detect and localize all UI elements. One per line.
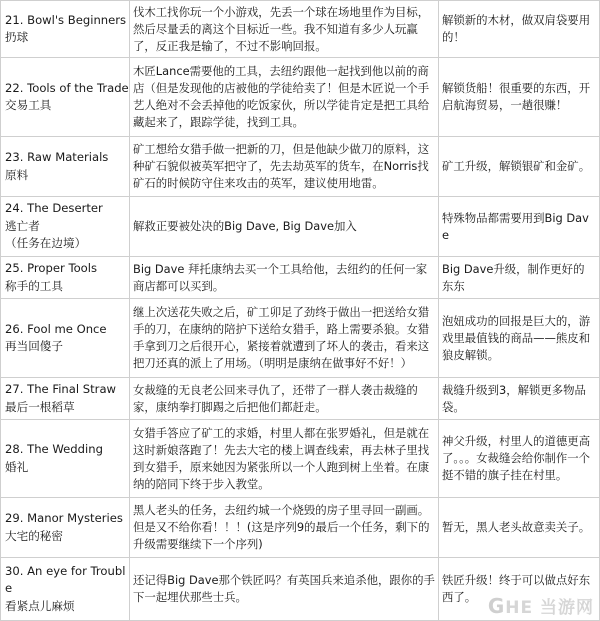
task-title: 21. Bowl's Beginners <box>5 12 127 27</box>
task-subtitle: 交易工具 <box>5 98 52 112</box>
task-description: 还记得Big Dave那个铁匠吗？有英国兵来追杀他，跟你的手下一起埋伏那些士兵。 <box>130 558 439 621</box>
task-description: 伐木工找你玩一个小游戏，先丢一个球在场地里作为目标，然后尽量丢的离这个目标近一些。我不知道有多少人玩赢了，反正我是输了，不过不影响回报。 <box>130 1 439 58</box>
task-subtitle: 大宅的秘密 <box>5 528 63 543</box>
task-reward: 神父升级，村里人的道德更高了。。。女裁缝会给你制作一个挺不错的旗子挂在村里。 <box>439 420 600 498</box>
watermark-site-name: 当游网 <box>540 598 594 618</box>
task-subtitle: 扔球 <box>5 30 29 44</box>
table-row <box>1 420 600 498</box>
task-title: 25. Proper Tools <box>5 261 98 275</box>
table-row <box>1 1 600 58</box>
watermark-logo-icon: G <box>487 594 506 618</box>
task-title: 23. Raw Materials <box>5 150 109 164</box>
task-name-cell <box>1 420 130 498</box>
task-name-cell <box>1 58 130 137</box>
task-reward: 解锁新的木材，做双肩袋要用的！ <box>439 1 600 58</box>
task-title: 26. Fool me Once <box>5 321 107 336</box>
task-name-cell <box>1 498 130 558</box>
task-subtitle: 原料 <box>5 167 29 182</box>
table-row <box>1 197 600 257</box>
task-description: 矿工想给女猎手做一把新的刀，但是他缺少做刀的原料，这种矿石貌似被英军把守了，先去劫英军的货车，在Norris找矿石的时候防守住来攻击的英军，建议使用地雷。 <box>130 137 439 197</box>
task-reward: 暂无，黑人老头故意卖关子。 <box>439 498 600 558</box>
task-subtitle: 逃亡者 <box>5 218 40 233</box>
task-name-cell <box>1 197 130 257</box>
table-row <box>1 498 600 558</box>
task-title: 29. Manor Mysteries <box>5 511 123 525</box>
task-reward: 铁匠升级！终于可以做点好东西了。 <box>439 558 600 621</box>
task-reward: 裁缝升级到3，解锁更多物品袋。 <box>439 378 600 420</box>
task-subtitle: 再当回傻子 <box>5 339 63 353</box>
task-description: 女猎手答应了矿工的求婚，村里人都在张罗婚礼，但是就在这时新娘落跑了！先去大宅的楼上调查线索，再去林子里找到女猎手，原来她因为紧张所以一个人跑到树上坐着。在康纳的陪同下终于步入教堂。 <box>130 420 439 498</box>
table-row <box>1 378 600 420</box>
task-reward: Big Dave升级，制作更好的东东 <box>439 257 600 299</box>
task-title: 22. Tools of the Trade <box>5 80 129 95</box>
task-name-cell <box>1 1 130 58</box>
table-row <box>1 137 600 197</box>
watermark-brand: HE <box>505 598 534 618</box>
task-reward: 特殊物品都需要用到Big Dave <box>439 197 600 257</box>
task-subtitle: 婚礼 <box>5 459 29 474</box>
task-reward: 解锁货船！很重要的东西，开启航海贸易，一趟很赚！ <box>439 58 600 137</box>
task-reward: 矿工升级，解锁银矿和金矿。 <box>439 137 600 197</box>
task-reward: 泡妞成功的回报是巨大的，游戏里最值钱的商品——熊皮和狼皮解锁。 <box>439 299 600 378</box>
table-row <box>1 58 600 137</box>
task-name-cell <box>1 378 130 420</box>
task-description: 解救正要被处决的Big Dave, Big Dave加入 <box>130 197 439 257</box>
task-name-cell <box>1 558 130 621</box>
task-location-note: （任务在边境） <box>5 236 87 251</box>
table-row <box>1 299 600 378</box>
task-name-cell <box>1 299 130 378</box>
task-subtitle: 称手的工具 <box>5 278 63 293</box>
task-description: 女裁缝的无良老公回来寻仇了，还带了一群人袭击裁缝的家，康纳拳打脚踢之后把他们都赶走。 <box>130 378 439 420</box>
task-title: 28. The Wedding <box>5 442 103 456</box>
task-subtitle: 最后一根稻草 <box>5 399 75 414</box>
task-subtitle: 看紧点儿麻烦 <box>5 598 75 613</box>
task-title: 24. The Deserter <box>5 201 103 216</box>
task-name-cell <box>1 257 130 299</box>
task-name-cell <box>1 137 130 197</box>
table-row <box>1 257 600 299</box>
site-watermark <box>488 593 594 618</box>
task-description: 继上次送花失败之后，矿工卯足了劲终于做出一把送给女猎手的刀，在康纳的陪护下送给女猎手，路上需要杀狼。女猎手拿到刀之后很开心，紧接着就遭到了坏人的袭击，看来这把刀还真的派上了用场。（明明是康纳在做事好不好！） <box>130 299 439 378</box>
task-description: Big Dave 拜托康纳去买一个工具给他，去纽约的任何一家商店都可以买到。 <box>130 257 439 299</box>
task-description: 木匠Lance需要他的工具，去纽约跟他一起找到他以前的商店（但是发现他的店被他的学徒给卖了！但是木匠说一个手艺人绝对不会丢掉他的吃饭家伙，所以学徒肯定是把工具给藏起来了，跟踪学徒，找到工具。 <box>130 58 439 137</box>
task-title: 30. An eye for Trouble <box>5 563 126 596</box>
task-title: 27. The Final Straw <box>5 382 117 396</box>
task-description: 黑人老头的任务，去纽约城一个烧毁的房子里寻回一副画。但是又不给你看！！！(这是序列9的最后一个任务，剩下的升级需要继续下一个序列) <box>130 498 439 558</box>
